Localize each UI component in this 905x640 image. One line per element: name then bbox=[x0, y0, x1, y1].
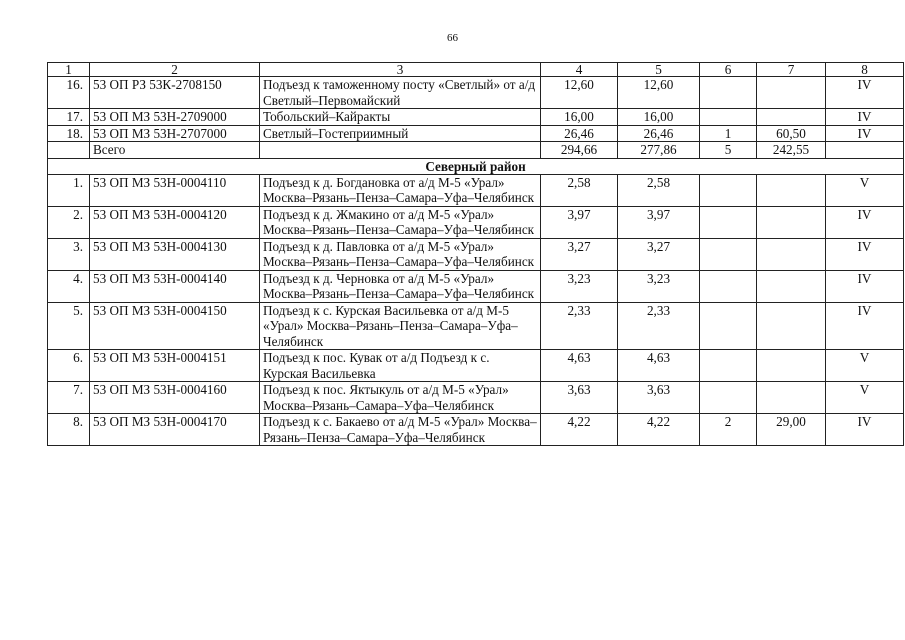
cell-c4: 2,58 bbox=[541, 174, 618, 206]
cell-c6 bbox=[700, 77, 757, 109]
cell-c5: 4,63 bbox=[618, 350, 700, 382]
total-row bbox=[48, 142, 904, 159]
table-row bbox=[48, 174, 904, 206]
cell-c5: 2,58 bbox=[618, 174, 700, 206]
total-cell bbox=[48, 142, 90, 159]
cell-c8: IV bbox=[826, 238, 904, 270]
table-row bbox=[48, 125, 904, 142]
cell-code: 53 ОП МЗ 53Н-0004130 bbox=[90, 238, 260, 270]
cell-code: 53 ОП МЗ 53Н-0004151 bbox=[90, 350, 260, 382]
cell-code: 53 ОП МЗ 53Н-0004150 bbox=[90, 302, 260, 350]
cell-c7 bbox=[757, 238, 826, 270]
total-cell bbox=[826, 142, 904, 159]
cell-num: 17. bbox=[48, 109, 90, 126]
cell-c5: 3,63 bbox=[618, 382, 700, 414]
cell-c4: 3,63 bbox=[541, 382, 618, 414]
cell-c8: IV bbox=[826, 414, 904, 446]
cell-code: 53 ОП РЗ 53К-2708150 bbox=[90, 77, 260, 109]
cell-c5: 26,46 bbox=[618, 125, 700, 142]
cell-c4: 3,97 bbox=[541, 206, 618, 238]
cell-c8: V bbox=[826, 382, 904, 414]
cell-c8: V bbox=[826, 350, 904, 382]
header-cell: 6 bbox=[700, 63, 757, 77]
cell-num: 18. bbox=[48, 125, 90, 142]
cell-c7 bbox=[757, 109, 826, 126]
cell-c5: 4,22 bbox=[618, 414, 700, 446]
header-cell: 4 bbox=[541, 63, 618, 77]
roads-table bbox=[47, 62, 904, 446]
total-cell: 242,55 bbox=[757, 142, 826, 159]
cell-c7 bbox=[757, 382, 826, 414]
total-cell: 294,66 bbox=[541, 142, 618, 159]
cell-c6 bbox=[700, 109, 757, 126]
cell-c8: V bbox=[826, 174, 904, 206]
cell-c6 bbox=[700, 270, 757, 302]
cell-num: 1. bbox=[48, 174, 90, 206]
cell-c5: 2,33 bbox=[618, 302, 700, 350]
header-cell: 1 bbox=[48, 63, 90, 77]
cell-c6 bbox=[700, 174, 757, 206]
cell-c7 bbox=[757, 270, 826, 302]
table-row bbox=[48, 302, 904, 350]
cell-num: 8. bbox=[48, 414, 90, 446]
cell-c6 bbox=[700, 206, 757, 238]
cell-c4: 3,27 bbox=[541, 238, 618, 270]
cell-name: Подъезд к д. Жмакино от а/д М-5 «Урал» Москва–Рязань–Пенза–Самара–Уфа–Челябинск bbox=[260, 206, 541, 238]
cell-code: 53 ОП МЗ 53Н-2707000 bbox=[90, 125, 260, 142]
table-row bbox=[48, 414, 904, 446]
cell-name: Подъезд к пос. Кувак от а/д Подъезд к с. Курская Васильевка bbox=[260, 350, 541, 382]
cell-c6 bbox=[700, 382, 757, 414]
cell-c4: 4,63 bbox=[541, 350, 618, 382]
page-number: 66 bbox=[447, 32, 458, 44]
cell-name: Подъезд к д. Павловка от а/д М-5 «Урал» Москва–Рязань–Пенза–Самара–Уфа–Челябинск bbox=[260, 238, 541, 270]
header-cell: 3 bbox=[260, 63, 541, 77]
cell-c4: 12,60 bbox=[541, 77, 618, 109]
cell-c5: 3,23 bbox=[618, 270, 700, 302]
cell-c6: 1 bbox=[700, 125, 757, 142]
cell-c4: 3,23 bbox=[541, 270, 618, 302]
cell-num: 6. bbox=[48, 350, 90, 382]
cell-c6 bbox=[700, 350, 757, 382]
cell-c6 bbox=[700, 238, 757, 270]
cell-code: 53 ОП МЗ 53Н-0004140 bbox=[90, 270, 260, 302]
table-row bbox=[48, 109, 904, 126]
cell-c5: 16,00 bbox=[618, 109, 700, 126]
table-row bbox=[48, 238, 904, 270]
cell-c5: 12,60 bbox=[618, 77, 700, 109]
cell-name: Подъезд к д. Черновка от а/д М-5 «Урал» Москва–Рязань–Пенза–Самара–Уфа–Челябинск bbox=[260, 270, 541, 302]
cell-c7 bbox=[757, 174, 826, 206]
table-header-row bbox=[48, 63, 904, 77]
cell-c8: IV bbox=[826, 125, 904, 142]
cell-c8: IV bbox=[826, 77, 904, 109]
cell-num: 2. bbox=[48, 206, 90, 238]
cell-c7 bbox=[757, 206, 826, 238]
cell-c8: IV bbox=[826, 270, 904, 302]
header-cell: 2 bbox=[90, 63, 260, 77]
cell-c7 bbox=[757, 77, 826, 109]
cell-name: Подъезд к с. Бакаево от а/д М-5 «Урал» Москва–Рязань–Пенза–Самара–Уфа–Челябинск bbox=[260, 414, 541, 446]
cell-name: Светлый–Гостеприимный bbox=[260, 125, 541, 142]
cell-c4: 26,46 bbox=[541, 125, 618, 142]
total-cell bbox=[260, 142, 541, 159]
cell-c6: 2 bbox=[700, 414, 757, 446]
header-cell: 5 bbox=[618, 63, 700, 77]
cell-num: 7. bbox=[48, 382, 90, 414]
cell-c8: IV bbox=[826, 206, 904, 238]
cell-num: 3. bbox=[48, 238, 90, 270]
cell-c7: 60,50 bbox=[757, 125, 826, 142]
cell-code: 53 ОП МЗ 53Н-0004170 bbox=[90, 414, 260, 446]
total-cell: 5 bbox=[700, 142, 757, 159]
header-cell: 7 bbox=[757, 63, 826, 77]
cell-code: 53 ОП МЗ 53Н-2709000 bbox=[90, 109, 260, 126]
table-row bbox=[48, 270, 904, 302]
cell-c4: 2,33 bbox=[541, 302, 618, 350]
cell-c7: 29,00 bbox=[757, 414, 826, 446]
cell-c7 bbox=[757, 302, 826, 350]
cell-c5: 3,27 bbox=[618, 238, 700, 270]
table-row bbox=[48, 350, 904, 382]
table-row bbox=[48, 382, 904, 414]
cell-c7 bbox=[757, 350, 826, 382]
total-cell: Всего bbox=[90, 142, 260, 159]
cell-name: Подъезд к с. Курская Васильевка от а/д М-5 «Урал» Москва–Рязань–Пенза–Самара–Уфа–Челябинск bbox=[260, 302, 541, 350]
district-heading: Северный район bbox=[48, 158, 904, 174]
table-row bbox=[48, 77, 904, 109]
cell-num: 5. bbox=[48, 302, 90, 350]
cell-c4: 4,22 bbox=[541, 414, 618, 446]
cell-code: 53 ОП МЗ 53Н-0004120 bbox=[90, 206, 260, 238]
cell-num: 4. bbox=[48, 270, 90, 302]
cell-c6 bbox=[700, 302, 757, 350]
cell-code: 53 ОП МЗ 53Н-0004160 bbox=[90, 382, 260, 414]
cell-c8: IV bbox=[826, 302, 904, 350]
table-row bbox=[48, 206, 904, 238]
cell-name: Подъезд к д. Богдановка от а/д М-5 «Урал» Москва–Рязань–Пенза–Самара–Уфа–Челябинск bbox=[260, 174, 541, 206]
total-cell: 277,86 bbox=[618, 142, 700, 159]
cell-c5: 3,97 bbox=[618, 206, 700, 238]
cell-name: Подъезд к пос. Яктыкуль от а/д М-5 «Урал» Москва–Рязань–Самара–Уфа–Челябинск bbox=[260, 382, 541, 414]
cell-c4: 16,00 bbox=[541, 109, 618, 126]
district-heading-row bbox=[48, 158, 904, 174]
cell-name: Тобольский–Кайракты bbox=[260, 109, 541, 126]
cell-code: 53 ОП МЗ 53Н-0004110 bbox=[90, 174, 260, 206]
header-cell: 8 bbox=[826, 63, 904, 77]
cell-name: Подъезд к таможенному посту «Светлый» от а/д Светлый–Первомайский bbox=[260, 77, 541, 109]
cell-c8: IV bbox=[826, 109, 904, 126]
cell-num: 16. bbox=[48, 77, 90, 109]
